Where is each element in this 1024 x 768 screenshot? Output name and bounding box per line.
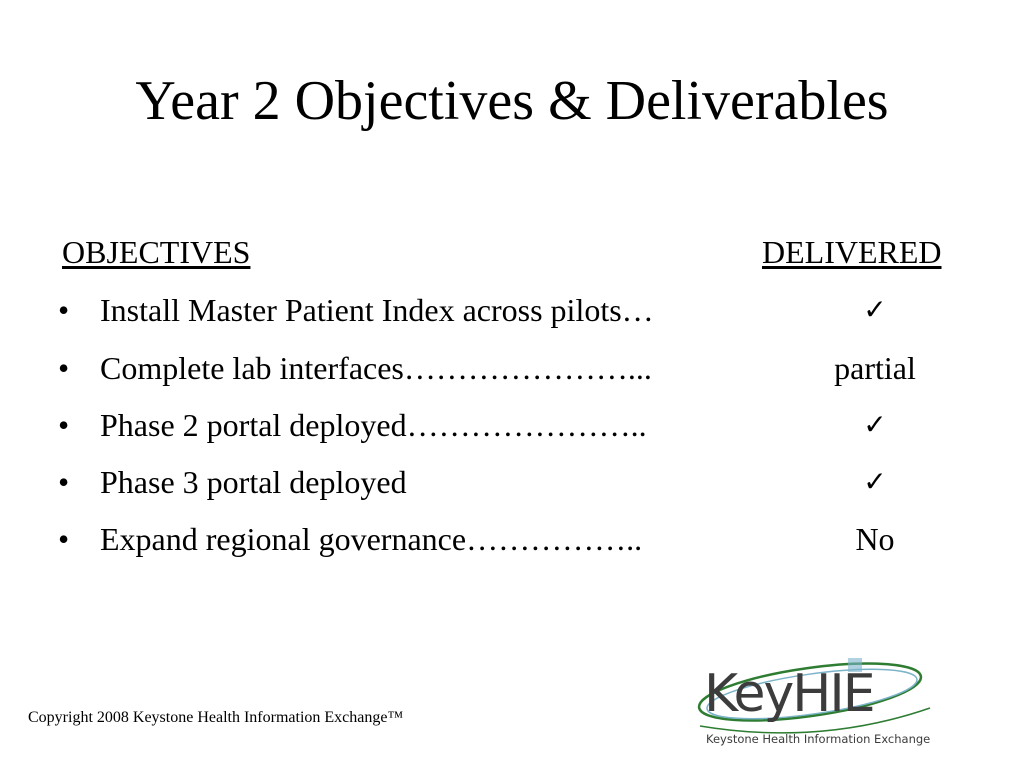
bullet: •	[58, 521, 70, 557]
objective-text: Complete lab interfaces…………………...	[100, 350, 652, 386]
delivered-status: No	[855, 521, 895, 557]
bullet: •	[58, 350, 70, 386]
logo-wordmark: KeyHIE	[704, 664, 874, 724]
delivered-checkmark: ✓	[863, 293, 887, 326]
bullet: •	[58, 407, 70, 443]
delivered-checkmark: ✓	[863, 465, 887, 498]
objective-row	[0, 462, 1024, 502]
bullet: •	[58, 464, 70, 500]
delivered-checkmark: ✓	[863, 408, 887, 441]
delivered-status: partial	[834, 350, 916, 386]
delivered-column-header: DELIVERED	[762, 234, 942, 270]
objectives-column-header: OBJECTIVES	[62, 234, 251, 270]
objective-text: Phase 3 portal deployed	[100, 464, 407, 500]
slide-title: Year 2 Objectives & Deliverables	[135, 70, 889, 132]
keyhie-logo	[690, 650, 960, 755]
objective-text: Expand regional governance……………..	[100, 521, 643, 557]
copyright-notice: Copyright 2008 Keystone Health Information Exchange™	[28, 709, 404, 726]
objective-text: Install Master Patient Index across pilots…	[100, 292, 654, 328]
objective-text: Phase 2 portal deployed…………………..	[100, 407, 647, 443]
objective-row	[0, 519, 1024, 559]
bullet: •	[58, 292, 70, 328]
objective-row	[0, 405, 1024, 445]
objective-row	[0, 348, 1024, 388]
logo-tagline: Keystone Health Information Exchange	[706, 732, 931, 746]
objective-row	[0, 290, 1024, 330]
